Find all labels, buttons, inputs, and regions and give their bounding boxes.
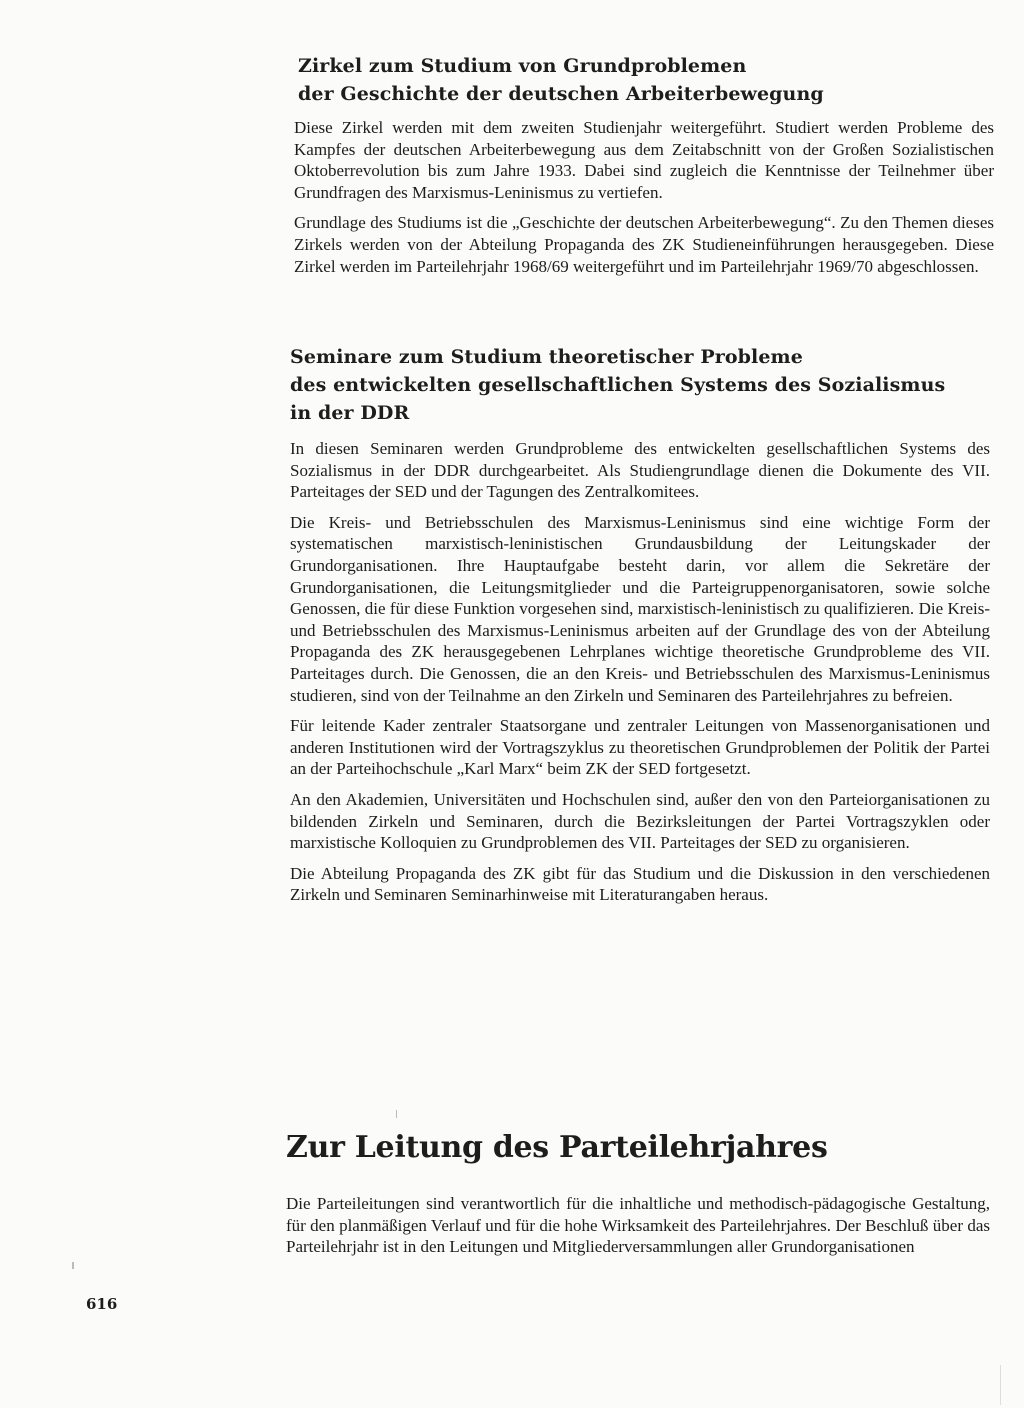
section-heading [290,343,992,427]
scan-speck [396,1110,397,1118]
heading-line: der Geschichte der deutschen Arbeiterbewegung [298,83,824,105]
heading-line: des entwickelten gesellschaftlichen Systems des Sozialismus [290,374,946,396]
section-heading [298,52,996,108]
section1-body [294,117,994,277]
paragraph: Grundlage des Studiums ist die „Geschichte der deutschen Arbeiterbewegung“. Zu den Themen dieses Zirkels werden von der Abteilung Propaganda des ZK Studieneinführungen herausgegeben. Diese Zirkel werden im Parteilehrjahr 1968/69 weitergeführt und im Parteilehrjahr 1969/70 abgeschlossen. [294,213,994,276]
page-number: 616 [86,1295,118,1313]
section-leadership [286,1130,990,1166]
chapter-heading: Zur Leitung des Parteilehrjahres [286,1130,828,1165]
paragraph: Die Parteileitungen sind verantwortlich für die inhaltliche und methodisch-pädagogische Gestaltung, für den planmäßigen Verlauf und für die hohe Wirksamkeit des Parteilehrjahres. Der Beschluß über das Parteilehrjahr ist in den Leitungen und Mitgliederversammlungen aller Grundorganisationen [286,1194,990,1257]
paragraph: An den Akademien, Universitäten und Hochschulen sind, außer den von den Parteiorganisationen zu bildenden Zirkeln und Seminaren, durch die Bezirksleitungen der Partei Vortragszyklen oder marxistische Kolloquien zu Grundproblemen des VII. Parteitages der SED zu organisieren. [290,789,990,853]
scan-speck [72,1262,74,1269]
paragraph: Die Abteilung Propaganda des ZK gibt für das Studium und die Diskussion in den verschiedenen Zirkeln und Seminaren Seminarhinweise mit Literaturangaben heraus. [290,863,990,905]
section2-body [290,438,990,906]
section-seminars [290,343,992,427]
scan-edge-line [1000,1365,1001,1405]
section-study-circles [298,52,996,108]
paragraph: Die Kreis- und Betriebsschulen des Marxismus-Leninismus sind eine wichtige Form der systematischen marxistisch-leninistischen Grundausbildung der Leitungskader der Grundorganisationen. Ihre Hauptaufgabe besteht darin, vor allem die Sekretäre der Grundorganisationen, die Leitungsmitglieder und die Parteigruppenorganisatoren, sowie solche Genossen, die für diese Funktion vorgesehen sind, marxistisch-leninistisch zu qualifizieren. Die Kreis- und Betriebsschulen des Marxismus-Leninismus arbeiten auf der Grundlage des von der Abteilung Propaganda des ZK herausgegebenen Lehrplanes wichtige theoretische Grundprobleme des VII. Parteitages durch. Die Genossen, die an den Kreis- und Betriebsschulen des Marxismus-Leninismus studieren, sind von der Teilnahme an den Zirkeln und Seminaren des Parteilehrjahres zu befreien. [290,512,990,705]
paragraph: Für leitende Kader zentraler Staatsorgane und zentraler Leitungen von Massenorganisationen und anderen Institutionen wird der Vortragszyklus zu theoretischen Grundproblemen der Politik der Partei an der Parteihochschule „Karl Marx“ beim ZK der SED fortgesetzt. [290,716,990,779]
section3-body [286,1193,990,1258]
heading-line: Seminare zum Studium theoretischer Probleme [290,346,803,368]
paragraph: Diese Zirkel werden mit dem zweiten Studienjahr weitergeführt. Studiert werden Probleme des Kampfes der deutschen Arbeiterbewegung aus dem Zeitabschnitt von der Großen Sozialistischen Oktoberrevolution bis zum Jahre 1933. Dabei sind zugleich die Kenntnisse der Teilnehmer über Grundfragen des Marxismus-Leninismus zu vertiefen. [294,118,994,202]
heading-line: in der DDR [290,402,410,424]
paragraph: In diesen Seminaren werden Grundprobleme des entwickelten gesellschaftlichen Systems des Sozialismus in der DDR durchgearbeitet. Als Studiengrundlage dienen die Dokumente des VII. Parteitages der SED und der Tagungen des Zentralkomitees. [290,439,990,502]
heading-line: Zirkel zum Studium von Grundproblemen [298,55,747,77]
